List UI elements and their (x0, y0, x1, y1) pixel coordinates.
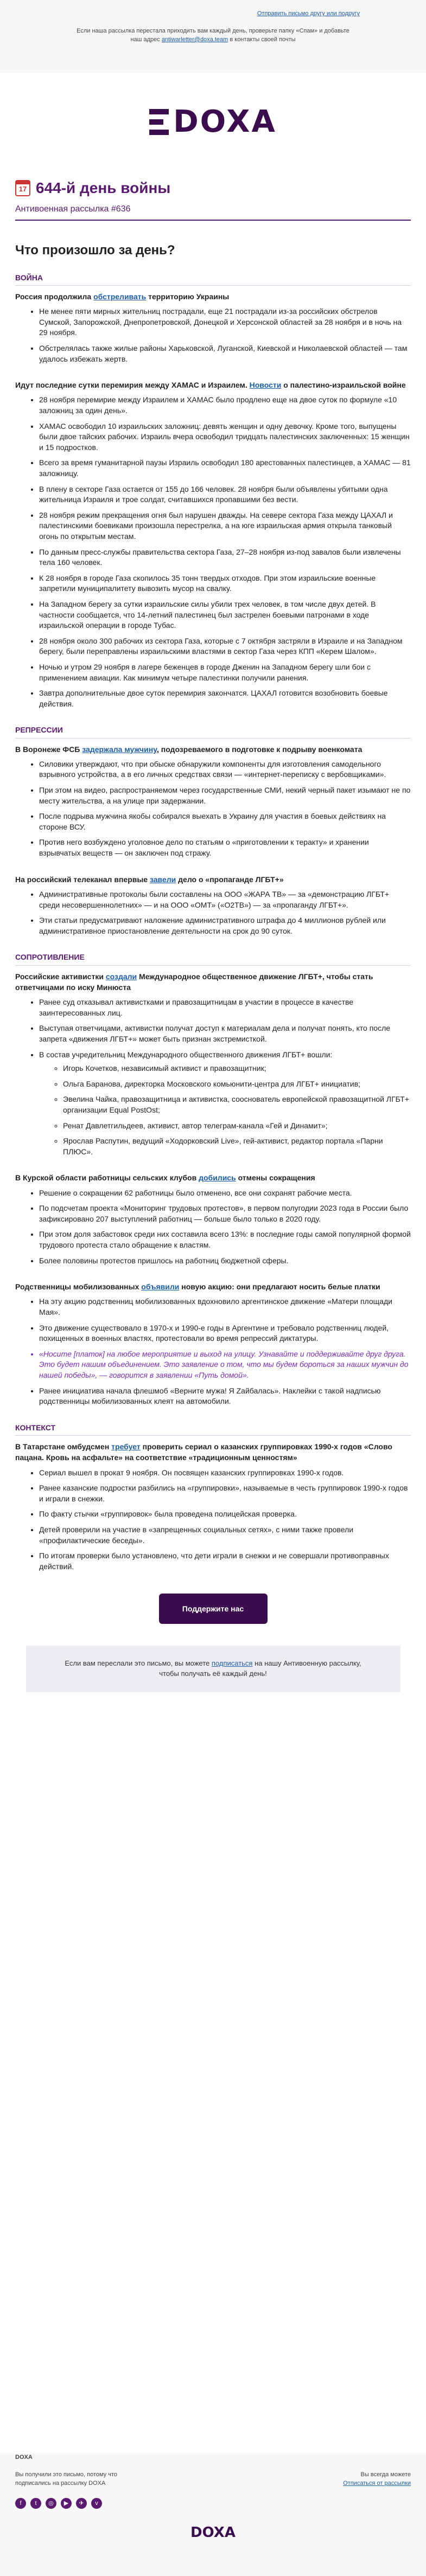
list-item: • На Западном берегу за сутки израильские силы убили трех человек, в том числе двух детей. В частности сообщается, что 14-летний палестинец был застрелен боевыми патронами в ходе израильской операции в городе Тубас. (39, 599, 411, 631)
war-lead (15, 291, 411, 302)
list-item: • Завтра дополнительные двое суток перемирия закончатся. ЦАХАЛ готовится возобновить боевые действия. (39, 688, 411, 709)
resistance-lead-prefix: Российские активистки (15, 972, 104, 981)
top-note (0, 10, 426, 44)
subscribe-link[interactable]: подписаться (211, 1659, 253, 1668)
list-item: • По факту стычки «группировок» была проведена полицейская проверка. (39, 1509, 411, 1520)
war-list-2 (39, 395, 411, 709)
youtube-icon[interactable]: ▶ (61, 2498, 72, 2509)
resistance-lead-link[interactable]: создали (105, 972, 137, 981)
repressions-list-2 (39, 889, 411, 936)
war-lead2-prefix: Идут последние сутки перемирия между ХАМАС и Израилем. (15, 381, 247, 390)
list-item: • Ранее инициатива начала флешмоб «Верните мужа! Я Zaйбалась». Наклейки с такой надписью родственницы мобилизованных клеят на автомобили. (39, 1386, 411, 1407)
list-item: • 28 ноября около 300 рабочих из сектора Газа, которые с 7 октября застряли в Израиле и на Западном берегу, были переправлены израильскими властями в сектор Газа через КПП «Керем Шалом». (39, 636, 411, 657)
footer-always: Вы всегда можете (360, 2471, 411, 2478)
spam-note-suffix: в контакты своей почты (230, 36, 296, 43)
list-item: • Ночью и утром 29 ноября в лагере беженцев в городе Дженин на Западном берегу шли бои с применением авиации. Как минимум четыре палестинки получили ранения. (39, 662, 411, 683)
footer-unsubscribe-block (343, 2471, 411, 2488)
context-list (39, 1468, 411, 1572)
calendar-day: 17 (18, 185, 27, 194)
doxa-logo-mark (149, 109, 169, 135)
list-item: • На эту акцию родственниц мобилизованных вдохновило аргентинское движение «Матери площади Мая». (39, 1296, 411, 1318)
section-war-label: ВОЙНА (15, 272, 411, 286)
resistance-list (39, 997, 411, 1157)
list-item: • Сериал вышел в прокат 9 ноября. Он посвящен казанских группировках 1990-х годов. (39, 1468, 411, 1479)
forwarded-prefix: Если вам переслали это письмо, вы можете (65, 1659, 210, 1668)
list-item: • В плену в секторе Газа остается от 155 до 166 человек. 28 ноября были объявлены убитыми одна жительница Израиля и трое солдат, считавшихся пропавшими без вести. (39, 484, 411, 505)
list-item: • «Носите [платок] на любое мероприятие и выход на улицу. Узнавайте и поддерживайте друг друга. Это будет нашим объединением. Это заявление о том, что мы будем бороться за наших мужчин до нашей победы», — говорится в заявлении «Путь домой». (39, 1349, 411, 1381)
calendar-icon (15, 180, 30, 196)
section-repressions-label: РЕПРЕССИИ (15, 724, 411, 738)
list-item: • Ранее казанские подростки разбились на «группировки», называемые в честь группировок 1990-х годов и играли в снежки. (39, 1483, 411, 1504)
resistance-lead2-suffix: отмены сокращения (238, 1173, 315, 1183)
member-item: ◦ Ольга Баранова, директорка Московского комьюнити-центра для ЛГБТ+ инициатив; (63, 1079, 411, 1090)
list-item: • Против него возбуждено уголовное дело по статьям о «приготовлении к теракту» и хранении взрывчатых веществ — он заключен под стражу. (39, 837, 411, 858)
repressions-lead2-suffix: дело о «пропаганде ЛГБТ+» (178, 875, 284, 884)
context-lead-link[interactable]: требует (111, 1442, 141, 1451)
repressions-lead-prefix: В Воронеже ФСБ (15, 744, 80, 754)
context-lead (15, 1441, 411, 1463)
resistance-lead-suffix: Международное общественное движение ЛГБТ+, чтобы стать ответчицами по иску Минюста (15, 972, 373, 992)
list-item: • По подсчетам проекта «Мониторинг трудовых протестов», в первом полугодии 2023 года в России было зафиксировано 207 выступлений работниц — больше было только в 2020 году. (39, 1203, 411, 1224)
doxa-logo (15, 73, 411, 171)
war-lead-link[interactable]: обстреливать (93, 292, 147, 301)
footer-logo: DOXA (190, 2524, 236, 2541)
twitter-icon[interactable]: t (30, 2498, 41, 2509)
forward-link[interactable]: Отправить письмо другу или подругу (257, 10, 360, 17)
war-lead-2 (15, 380, 411, 390)
resistance-list-2 (39, 1188, 411, 1267)
doxa-logo-text: DOXA (173, 104, 277, 140)
list-item: • При этом доля забастовок среди них составила всего 13%: в последние годы самой популярной формой трудового протеста стало обращение к властям. (39, 1229, 411, 1250)
member-item: ◦ Ярослав Распутин, ведущий «Ходорковский Live», гей-активист, редактор портала «Парни ПЛЮС». (63, 1136, 411, 1157)
war-lead2-suffix: о палестино-израильской войне (283, 381, 406, 390)
list-item: • Ранее суд отказывал активистками и правозащитницам в участии в процессе в качестве заинтересованных лиц. (39, 997, 411, 1018)
resistance-lead (15, 971, 411, 993)
footer-brand: DOXA (15, 2454, 33, 2461)
resistance-lead3-link[interactable]: объявили (141, 1282, 180, 1292)
list-item: • При этом на видео, распространяемом через государственные СМИ, некий черный пакет изымают не по месту жительства, а на улице при задержании. (39, 785, 411, 806)
resistance-lead2-link[interactable]: добились (199, 1173, 236, 1183)
section-context-label: КОНТЕКСТ (15, 1422, 411, 1436)
resistance-lead3-suffix: новую акцию: они предлагают носить белые платки (181, 1282, 380, 1292)
repressions-lead2-prefix: На российский телеканал впервые (15, 875, 148, 884)
spam-note-prefix: Если наша рассылка перестала приходить вам каждый день, проверьте папку «Спам» и добавьте наш адрес (77, 27, 349, 43)
list-item: • Не менее пяти мирных жительниц пострадали, еще 21 пострадали из-за российских обстрелов Сумской, Запорожской, Днепропетровской, Донецкой и Херсонской областей за 28 ноября и в ночь на 29 ноября. (39, 306, 411, 338)
list-item: • ХАМАС освободил 10 израильских заложниц: девять женщин и одну девочку. Кроме того, выпущены были двое тайских рабочих. Израиль вчера освободил тридцать палестинских заключенных: 15 женщин и 15 подростков. (39, 421, 411, 453)
forwarded-note (26, 1646, 400, 1692)
context-lead-prefix: В Татарстане омбудсмен (15, 1442, 110, 1451)
list-item: • Обстрелялась также жилые районы Харьковской, Луганской, Киевской и Николаевской областей — там удалось избежать жертв. (39, 343, 411, 364)
vk-icon[interactable]: v (91, 2498, 102, 2509)
member-item: ◦ Эвелина Чайка, правозащитница и активистка, сооснователь европейской правозащитной ЛГБТ+ организации Equal PostOst; (63, 1094, 411, 1115)
war-lead-suffix: территорию Украины (148, 292, 230, 301)
facebook-icon[interactable]: f (15, 2498, 26, 2509)
newsletter-card (0, 73, 426, 2453)
list-item: • Силовики утверждают, что при обыске обнаружили компоненты для изготовления самодельного взрывного устройства, а в его личных средствах связи — «интернет-переписку с вербовщиками». (39, 759, 411, 780)
war-list (39, 306, 411, 364)
resistance-lead-3 (15, 1281, 411, 1292)
footer (15, 2453, 411, 2543)
unsubscribe-link[interactable]: Отписаться от рассылки (343, 2479, 411, 2487)
main-question: Что произошло за день? (15, 242, 175, 258)
context-lead-suffix: проверить сериал о казанских группировках 1990-х годов «Слово пацана. Кровь на асфальте» на соответствие «традиционным ценностям» (15, 1442, 392, 1462)
page-title: 644-й день войны (36, 179, 171, 196)
list-item: • Детей проверили на участие в «запрещенных социальных сетях», с ними также провели «профилактические беседы». (39, 1525, 411, 1546)
instagram-icon[interactable]: ◎ (46, 2498, 56, 2509)
headline (15, 177, 411, 200)
list-item: • После подрыва мужчина якобы собирался выехать в Украину для участия в боевых действиях на стороне ВСУ. (39, 811, 411, 832)
list-item: • По данным пресс-службы правительства сектора Газа, 27–28 ноября из-под завалов были извлечены тела 160 человек. (39, 547, 411, 568)
list-item: • Административные протоколы были составлены на ООО «ЖАРА ТВ» — за «демонстрацию ЛГБТ+ среди несовершеннолетних» — и на ООО «ОМТ» («О2ТВ») — за «пропаганду ЛГБТ+». (39, 889, 411, 910)
social-icons (15, 2498, 411, 2509)
repressions-lead2-link[interactable]: завели (149, 875, 176, 884)
newsletter-subtitle: Антивоенная рассылка #636 (15, 203, 411, 221)
telegram-icon[interactable]: ✈ (76, 2498, 87, 2509)
support-us-button[interactable]: Поддержите нас (159, 1594, 268, 1624)
members-list (63, 1063, 411, 1157)
section-resistance-label: СОПРОТИВЛЕНИЕ (15, 952, 411, 965)
war-lead2-link[interactable]: Новости (249, 381, 282, 390)
member-item: ◦ Ренат Давлетгильдеев, активист, автор телеграм-канала «Гей и Динамит»; (63, 1121, 411, 1132)
member-item: ◦ Игорь Кочетков, независимый активист и правозащитник; (63, 1063, 411, 1074)
resistance-lead-2 (15, 1172, 411, 1183)
repressions-lead-2 (15, 874, 411, 885)
list-item: • 28 ноября перемирие между Израилем и ХАМАС было продлено еще на двое суток по формуле «10 заложниц за один день». (39, 395, 411, 416)
list-item: • Всего за время гуманитарной паузы Израиль освободил 180 арестованных палестинцев, а ХАМАС — 81 заложницу. (39, 458, 411, 479)
list-item: • Более половины протестов пришлось на работниц бюджетной сферы. (39, 1256, 411, 1267)
list-item: • Решение о сокращении 62 работницы было отменено, все они сохранят рабочие места. (39, 1188, 411, 1199)
war-lead-prefix: Россия продолжила (15, 292, 92, 301)
list-item: • Это движение существовало в 1970-х и 1990-е годы в Аргентине и требовало родственниц людей, похищенных в военных властях, протестовали во время репрессий диктатуры. (39, 1323, 411, 1344)
list-item-text: В состав учредительниц Международного общественного движения ЛГБТ+ вошли: (39, 1050, 333, 1059)
spam-note (72, 27, 354, 44)
list-item: • Эти статьи предусматривают наложение административного штрафа до 4 миллионов рублей или административное приостановление деятельности на срок до 90 суток. (39, 915, 411, 936)
spam-note-email-link[interactable]: antiwarletter@doxa.team (161, 36, 228, 43)
list-item: • По итогам проверки было установлено, что дети играли в снежки и не совершали противоправных действий. (39, 1551, 411, 1572)
resistance-lead2-prefix: В Курской области работницы сельских клубов (15, 1173, 197, 1183)
resistance-lead3-prefix: Родственницы мобилизованных (15, 1282, 139, 1292)
list-item: • К 28 ноября в городе Газа скопилось 35 тонн твердых отходов. При этом израильские военные запретили муниципалитету вывозить мусор на свалку. (39, 573, 411, 594)
footer-row (15, 2471, 411, 2488)
list-item (39, 1050, 411, 1158)
list-item: • 28 ноября режим прекращения огня был нарушен дважды. На севере сектора Газа между ЦАХАЛ и палестинскими боевиками произошла перестрелка, а на юге израильская армия открыла танковый огонь по открытым местам. (39, 510, 411, 542)
repressions-lead (15, 744, 411, 755)
footer-notice: Вы получили это письмо, потому что подписались на рассылку DOXA (15, 2471, 117, 2487)
repressions-list (39, 759, 411, 859)
forwarded-suffix: на нашу Антивоенную рассылку, чтобы получать её каждый день! (159, 1659, 361, 1678)
repressions-lead-suffix: , подозреваемого в подготовке к подрыву военкомата (156, 744, 363, 754)
list-item: • Выступая ответчицами, активистки получат доступ к материалам дела и получат понять, кто после запрета «движения ЛГБТ+» может быть признан экстремисткой. (39, 1023, 411, 1044)
resistance-list-3 (39, 1296, 411, 1406)
repressions-lead-link[interactable]: задержала мужчину (82, 744, 157, 754)
